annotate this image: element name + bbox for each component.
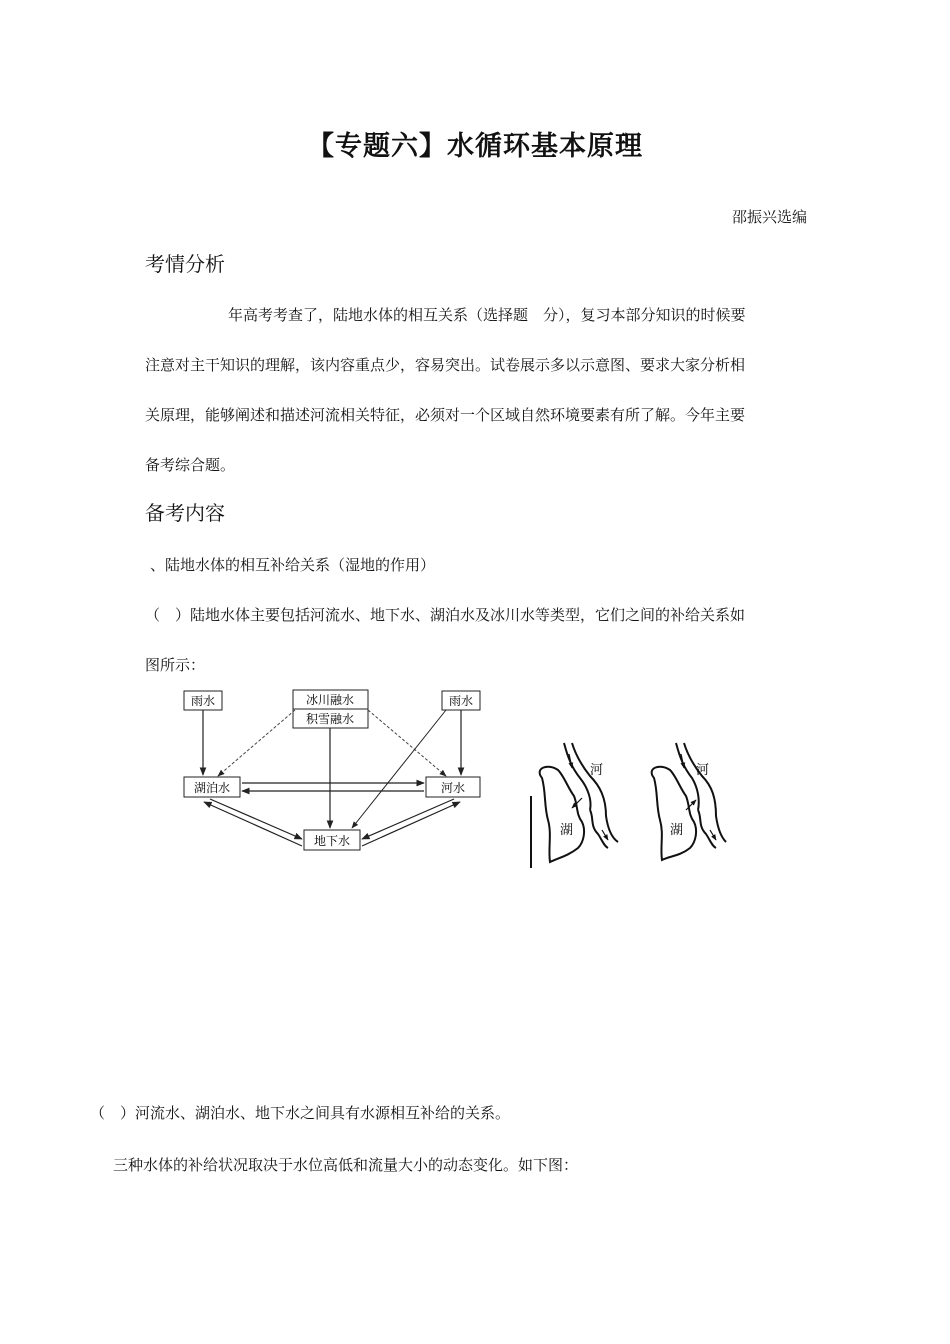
author: 邵振兴选编 — [731, 208, 807, 226]
groundwater-label: 地下水 — [313, 834, 351, 848]
page-title: 【专题六】水循环基本原理 — [307, 131, 643, 162]
content-item-2-line-1: （ ）陆地水体主要包括河流水、地下水、湖泊水及冰川水等类型，它们之间的补给关系如 — [145, 606, 746, 624]
map2-lake-label: 湖 — [670, 823, 684, 838]
arrow-groundwater-to-river — [362, 802, 460, 846]
glacier-label: 冰川融水 — [305, 693, 355, 707]
paragraph-line: 年高考考查了，陆地水体的相互关系（选择题 分），复习本部分知识的时候要 — [228, 306, 746, 324]
content-item-1: 、陆地水体的相互补给关系（湿地的作用） — [150, 556, 436, 574]
river-label: 河水 — [440, 781, 466, 795]
snow-label: 积雪融水 — [305, 712, 355, 726]
arrow-groundwater-to-lake — [204, 802, 302, 846]
map2-river-label: 河 — [696, 763, 710, 778]
section-heading-analysis: 考情分析 — [145, 252, 225, 276]
water-supply-diagram — [170, 682, 500, 857]
content-item-2-line-2: 图所示： — [145, 656, 206, 674]
map-river-recharges-lake — [531, 743, 618, 868]
lake-label: 湖泊水 — [193, 781, 231, 795]
arrow-lake-to-groundwater — [210, 799, 302, 839]
arrow-glacier-to-lake — [218, 710, 295, 776]
arrow-glacier-to-river — [368, 710, 446, 776]
paragraph-line: 注意对主干知识的理解，该内容重点少，容易突出。试卷展示多以示意图、要求大家分析相 — [145, 356, 746, 374]
arrow-river-to-groundwater — [362, 799, 454, 839]
paragraph-line: 备考综合题。 — [145, 456, 236, 474]
rain-left-label: 雨水 — [190, 694, 216, 708]
map-lake-recharges-river — [652, 743, 726, 860]
bottom-line-2: 三种水体的补给状况取决于水位高低和流量大小的动态变化。如下图： — [113, 1156, 579, 1174]
paragraph-line: 关原理，能够阐述和描述河流相关特征，必须对一个区域自然环境要素有所了解。今年主要 — [145, 406, 746, 424]
section-heading-content: 备考内容 — [145, 501, 225, 525]
analysis-paragraph — [145, 290, 810, 490]
river-lake-maps — [528, 738, 728, 870]
rain-right-label: 雨水 — [448, 694, 474, 708]
map1-river-label: 河 — [590, 763, 604, 778]
bottom-line-1: （ ）河流水、湖泊水、地下水之间具有水源相互补给的关系。 — [90, 1104, 511, 1122]
map1-lake-label: 湖 — [560, 823, 574, 838]
